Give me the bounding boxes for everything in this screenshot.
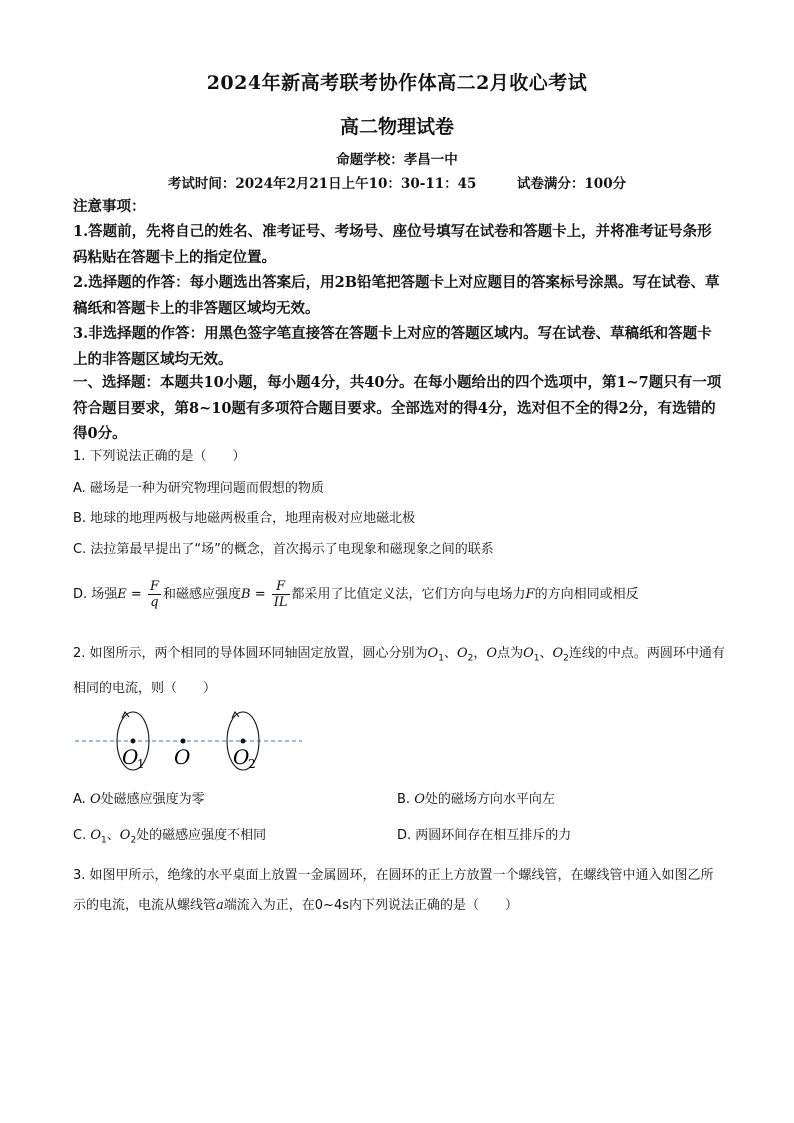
q2-b-prefix: B. — [397, 792, 415, 807]
q2-stem-a: 2. 如图所示，两个相同的导体圆环同轴固定放置，圆心分别为 — [73, 646, 428, 661]
q1-option-b: B. 地球的地理两极与地磁两极重合，地理南极对应地磁北极 — [73, 511, 416, 526]
q1-d-prefix: D. 场强 — [73, 587, 118, 602]
q1-d-mid: 和磁感应强度 — [162, 587, 241, 602]
notice-item-3: 3.非选择题的作答：用黑色签字笔直接答在答题卡上对应的答题区域内。写在试卷、草稿纸和答题卡上的非答题区域均无效。 — [73, 325, 712, 368]
q2-stem-d: 连线的中点。两圆环中通有相同的电流，则（ ） — [73, 646, 725, 696]
q2-a-o: O — [89, 792, 101, 807]
q2-o1b: O — [523, 646, 534, 661]
label-o2: O — [233, 745, 250, 769]
school-line: 命题学校：孝昌一中 — [336, 152, 458, 168]
q2-c-o1: O — [90, 828, 102, 843]
q3-stem-b: 端流入为正，在0~4s内下列说法正确的是（ ） — [223, 898, 518, 913]
q2-stem — [73, 639, 725, 704]
q2-o2: O — [456, 646, 468, 661]
coaxial-rings-figure — [70, 706, 310, 778]
q2-a-text: 处磁感应强度为零 — [100, 792, 205, 807]
q2-c-o2: O — [119, 828, 131, 843]
q2-stem-b: ， — [473, 646, 487, 661]
q3-a: a — [216, 898, 224, 913]
q1-option-a: A. 磁场是一种为研究物理问题而假想的物质 — [73, 481, 324, 496]
q1-option-d — [73, 575, 639, 615]
q1-option-c: C. 法拉第最早提出了“场”的概念，首次揭示了电现象和磁现象之间的联系 — [73, 542, 494, 557]
center-o2-dot — [241, 739, 246, 744]
q1-d-eq2: = — [250, 587, 270, 602]
exam-time-line — [0, 172, 794, 192]
e-fraction — [148, 579, 161, 610]
notice-item-2: 2.选择题的作答：每小题选出答案后，用2B铅笔把答题卡上对应题目的答案标号涂黑。写在试卷、草稿纸和答题卡上的非答题区域均无效。 — [73, 274, 720, 317]
q2-sep2: 、 — [539, 646, 553, 661]
b-frac-num: F — [276, 579, 286, 594]
q2-option-d: D. 两圆环间存在相互排斥的力 — [397, 828, 572, 843]
center-o1-dot — [131, 739, 136, 744]
q2-o1: O — [427, 646, 439, 661]
midpoint-o-dot — [181, 739, 186, 744]
q3-stem — [73, 861, 725, 921]
q1-d-eq1: = — [126, 587, 146, 602]
q2-o2b-sub: 2 — [563, 653, 569, 664]
q2-b-o: O — [414, 792, 425, 807]
q3-stem-a: 3. 如图甲所示，绝缘的水平桌面上放置一金属圆环，在圆环的正上方放置一个螺线管，在螺线管中通入如图乙所示的电流，电流从螺线管 — [73, 868, 714, 913]
q2-c-o1-sub: 1 — [101, 835, 107, 846]
q2-option-a — [73, 790, 205, 809]
label-o: O — [174, 745, 191, 769]
b-frac-den: IL — [273, 595, 288, 610]
q2-b-text: 处的磁场方向水平向左 — [424, 792, 555, 807]
b-fraction — [272, 579, 290, 610]
section-heading: 一、选择题：本题共10小题，每小题4分，共40分。在每小题给出的四个选项中，第1~7题只有一项符合题目要求，第8~10题有多项符合题目要求。全部选对的得4分，选对但不全的得2分，有选错的得0分。 — [73, 374, 722, 442]
exam-title: 2024年新高考联考协作体高二2月收心考试 — [206, 72, 588, 94]
q2-o2b: O — [552, 646, 564, 661]
q2-o1b-sub: 1 — [533, 653, 540, 664]
q2-o: O — [486, 646, 498, 661]
q1-stem: 1. 下列说法正确的是（ ） — [73, 449, 246, 464]
q2-stem-c: 点为 — [497, 646, 524, 661]
q2-c-prefix: C. — [73, 828, 91, 843]
q2-option-c — [73, 826, 266, 851]
full-score: 试卷满分：100分 — [516, 176, 627, 192]
notice-item-1: 1.答题前，先将自己的姓名、准考证号、考场号、座位号填写在试卷和答题卡上，并将准考证号条形码粘贴在答题卡上的指定位置。 — [73, 223, 712, 266]
q1-d-b: B — [241, 587, 251, 602]
q1-d-end: 的方向相同或相反 — [534, 587, 639, 602]
q1-d-e: E — [117, 587, 127, 602]
subject-title: 高二物理试卷 — [339, 116, 454, 138]
q2-o2-sub: 2 — [467, 653, 474, 664]
q2-o1-sub: 1 — [438, 653, 444, 664]
q1-d-suffix: 都采用了比值定义法，它们方向与电场力 — [291, 587, 526, 602]
q2-sep1: 、 — [443, 646, 457, 661]
notice-heading: 注意事项： — [73, 198, 146, 215]
q2-a-prefix: A. — [73, 792, 90, 807]
q2-c-sep: 、 — [106, 828, 120, 843]
q2-c-text: 处的磁感应强度不相同 — [136, 828, 267, 843]
q2-c-o2-sub: 2 — [130, 835, 137, 846]
label-o2-sub: 2 — [248, 757, 256, 771]
e-frac-den: q — [148, 594, 161, 610]
label-o1-sub: 1 — [137, 757, 145, 771]
q1-d-f: F — [525, 587, 535, 602]
label-o1: O — [122, 745, 139, 769]
q2-option-b — [397, 790, 555, 809]
e-frac-num: F — [149, 579, 159, 594]
exam-time: 考试时间：2024年2月21日上午10：30-11：45 — [167, 176, 477, 192]
